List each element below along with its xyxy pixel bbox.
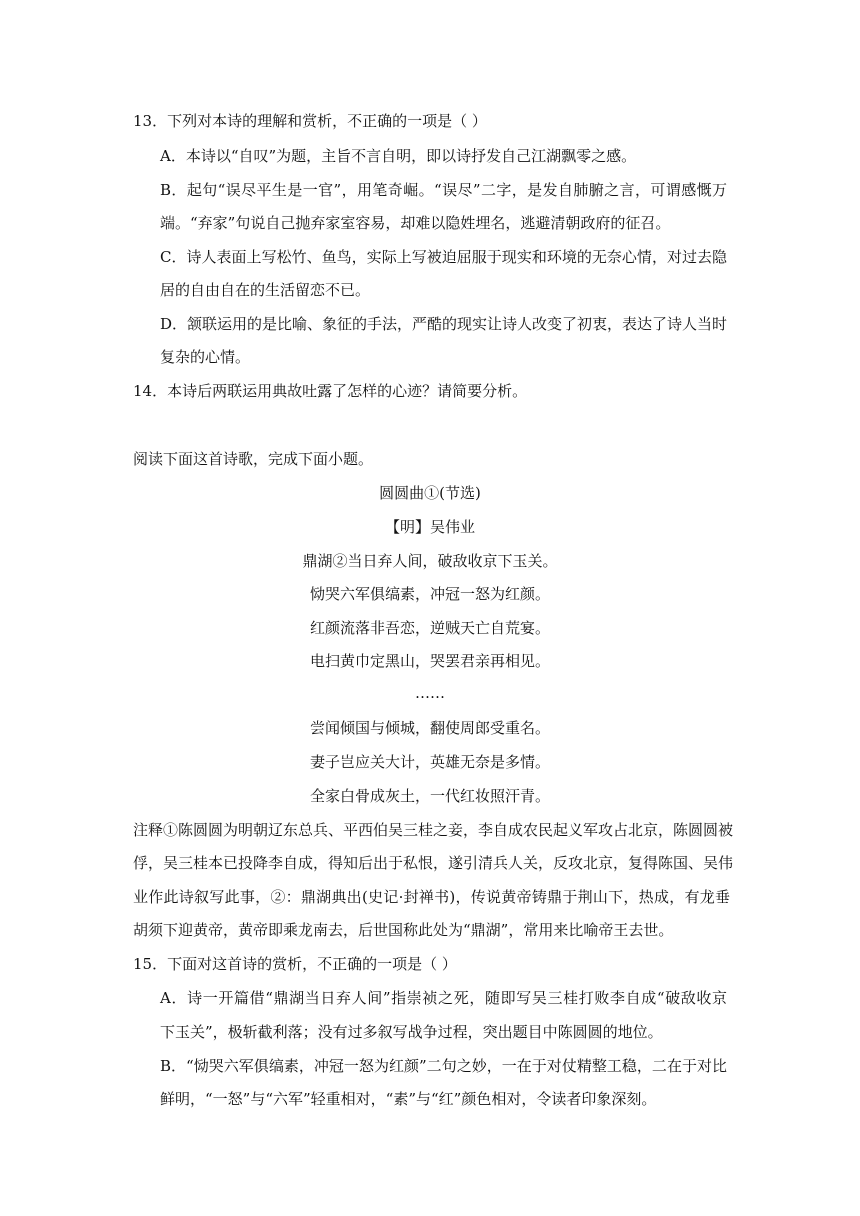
- question-13-option-b-line1: B．起句“误尽平生是一官”，用笔奇崛。“误尽”二字，是发自肺腑之言，可谓感慨万: [160, 181, 727, 199]
- poem-ellipsis: ……: [415, 684, 445, 702]
- reading-intro: 阅读下面这首诗歌，完成下面小题。: [133, 450, 374, 468]
- poem-note-line4: 胡须下迎黄帝，黄帝即乘龙南去，后世国称此处为“鼎湖”，常用来比喻帝王去世。: [133, 921, 674, 939]
- poem-note-line3: 业作此诗叙写此事，②：鼎湖典出(史记·封禅书)，传说黄帝铸鼎于荆山下，热成，有龙垂: [133, 888, 730, 906]
- question-14-stem: 14．本诗后两联运用典故吐露了怎样的心迹？请简要分析。: [133, 382, 528, 400]
- poem-line: 尝闻倾国与倾城，翻使周郎受重名。: [309, 719, 550, 737]
- question-13-option-b-line2: 端。“弃家”句说自己抛弃家室容易，却难以隐姓埋名，逃避清朝政府的征召。: [160, 214, 671, 232]
- poem-note-line2: 俘，吴三桂本已投降李自成，得知后出于私恨，遂引清兵人关，反攻北京，复得陈国、吴伟: [133, 854, 734, 872]
- question-13-stem: 13．下列对本诗的理解和赏析，不正确的一项是（ ）: [133, 112, 487, 130]
- question-13-option-c-line1: C．诗人表面上写松竹、鱼鸟，实际上写被迫屈服于现实和环境的无奈心情，对过去隐: [160, 248, 727, 266]
- question-15-option-b-line1: B．“恸哭六军俱缟素，冲冠一怒为红颜”二句之妙，一在于对仗精整工稳，二在于对比: [160, 1057, 727, 1075]
- question-15-option-a-line1: A．诗一开篇借“鼎湖当日弃人间”指崇祯之死，随即写吴三桂打败李自成“破敌收京: [160, 989, 727, 1007]
- poem-line: 鼎湖②当日弃人间，破敌收京下玉关。: [302, 552, 558, 570]
- question-15-option-a-line2: 下玉关”，极斩截利落；没有过多叙写战争过程，突出题目中陈圆圆的地位。: [160, 1023, 663, 1041]
- question-13-option-a: A．本诗以“自叹”为题，主旨不言自明，即以诗抒发自己江湖飘零之感。: [160, 147, 637, 165]
- question-15-option-b-line2: 鲜明，“一怒”与“六军”轻重相对，“素”与“红”颜色相对，令读者印象深刻。: [160, 1090, 657, 1108]
- poem-line: 电扫黄巾定黑山，哭罢君亲再相见。: [309, 652, 550, 670]
- poem-note-line1: 注释①陈圆圆为明朝辽东总兵、平西伯吴三桂之妾，李自成农民起义军攻占北京，陈圆圆被: [133, 821, 734, 839]
- poem-line: 全家白骨成灰土，一代红妆照汗青。: [309, 787, 550, 805]
- poem-line: 妻子岂应关大计，英雄无奈是多情。: [309, 753, 550, 771]
- question-13-option-c-line2: 居的自由自在的生活留恋不已。: [160, 281, 371, 299]
- poem-line: 红颜流落非吾恋，逆贼天亡自荒宴。: [309, 619, 550, 637]
- poem-title: 圆圆曲①(节选): [379, 484, 481, 502]
- poem-author: 【明】吴伟业: [384, 518, 475, 536]
- question-13-option-d-line2: 复杂的心情。: [160, 348, 251, 366]
- question-15-stem: 15．下面对这首诗的赏析，不正确的一项是（ ）: [133, 955, 457, 973]
- question-13-option-d-line1: D．颔联运用的是比喻、象征的手法，严酷的现实让诗人改变了初衷，表达了诗人当时: [160, 315, 728, 333]
- poem-line: 恸哭六军俱缟素，冲冠一怒为红颜。: [309, 585, 550, 603]
